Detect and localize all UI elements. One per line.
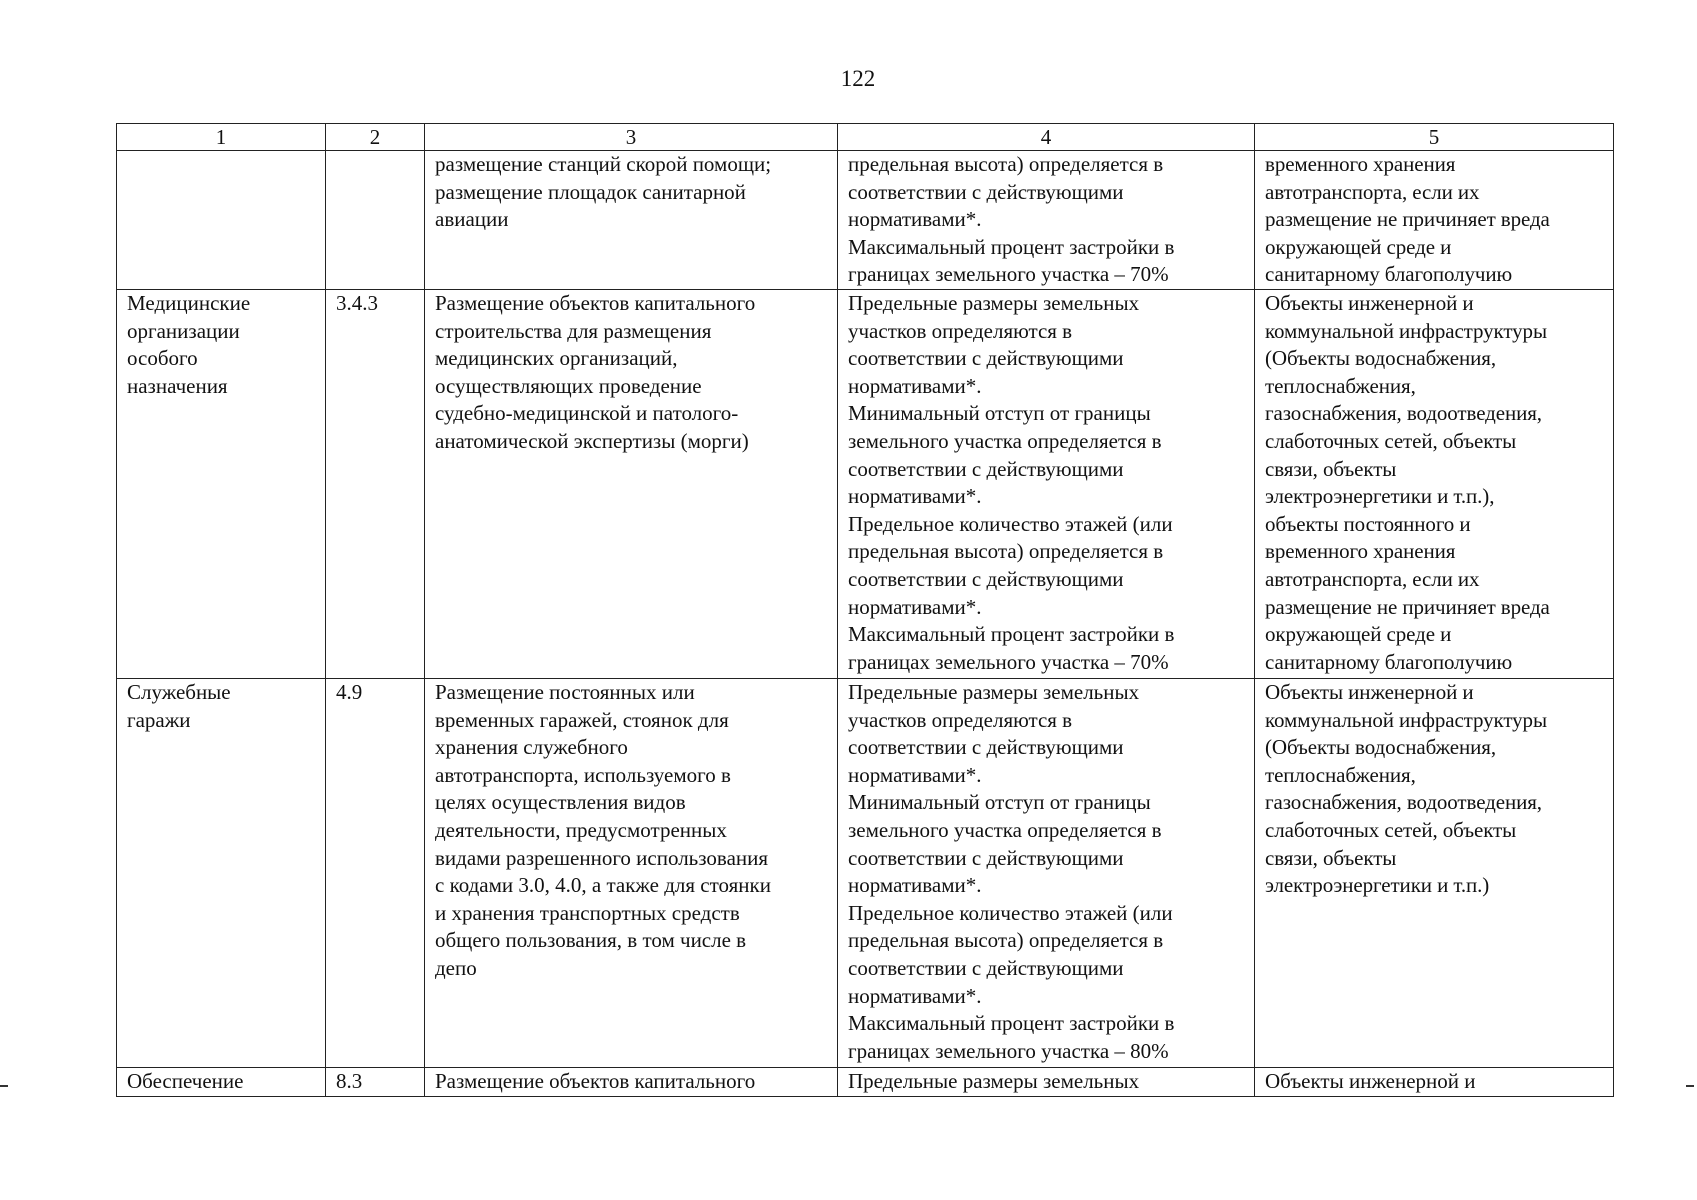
text-line: Предельное количество этажей (или [848, 511, 1173, 536]
use-name-cell [117, 679, 326, 1068]
text-line: соответствии с действующими [848, 845, 1124, 870]
text-line: особого [127, 346, 198, 371]
text-line: соответствии с действующими [848, 346, 1124, 371]
text-line: медицинских организаций, [435, 346, 678, 371]
text-line: размещение станций скорой помощи; [435, 152, 772, 176]
text-line: временного хранения [1265, 152, 1456, 176]
description-cell [425, 1068, 838, 1097]
text-line: Минимальный отступ от границы [848, 790, 1151, 815]
text-line: гаражи [127, 707, 191, 732]
code-cell: 4.9 [326, 679, 425, 1068]
text-line: строительства для размещения [435, 318, 712, 343]
text-line: объекты постоянного и [1265, 511, 1471, 536]
text-line: Размещение объектов капитального [435, 1069, 756, 1093]
text-line: размещение не причиняет вреда [1265, 207, 1550, 232]
text-line: санитарному благополучию [1265, 649, 1513, 674]
text-line: Размещение объектов капитального [435, 291, 756, 315]
text-line: деятельности, предусмотренных [435, 817, 727, 842]
text-line: Предельные размеры земельных [848, 680, 1140, 704]
left-scan-mark [0, 1085, 8, 1087]
header-cell: 5 [1255, 124, 1614, 151]
text-line: назначения [127, 373, 228, 398]
text-line: судебно-медицинской и патолого- [435, 401, 739, 426]
text-line: предельная высота) определяется в [848, 928, 1164, 953]
text-line: временных гаражей, стоянок для [435, 707, 729, 732]
text-line: Предельные размеры земельных [848, 291, 1140, 315]
text-line: Объекты инженерной и [1265, 680, 1474, 704]
text-line: Максимальный процент застройки в [848, 622, 1175, 647]
text-line: организации [127, 318, 240, 343]
text-line: Объекты инженерной и [1265, 291, 1474, 315]
parameters-cell [838, 679, 1255, 1068]
header-cell: 4 [838, 124, 1255, 151]
text-line: нормативами*. [848, 484, 982, 509]
table-header-row [117, 124, 1614, 151]
text-line: и хранения транспортных средств [435, 900, 740, 925]
text-line: нормативами*. [848, 983, 982, 1008]
auxiliary-uses-cell [1255, 290, 1614, 679]
text-line: связи, объекты [1265, 845, 1397, 870]
text-line: депо [435, 955, 477, 980]
text-line: коммунальной инфраструктуры [1265, 707, 1547, 732]
text-line: автотранспорта, если их [1265, 566, 1480, 591]
text-line: автотранспорта, используемого в [435, 762, 731, 787]
description-cell [425, 290, 838, 679]
text-line: общего пользования, в том числе в [435, 928, 747, 953]
text-line: авиации [435, 207, 509, 232]
table-row [117, 1068, 1614, 1097]
text-line: земельного участка определяется в [848, 428, 1162, 453]
text-line: слаботочных сетей, объекты [1265, 428, 1517, 453]
text-line: Объекты инженерной и [1265, 1069, 1476, 1093]
table-row [117, 290, 1614, 679]
code-cell: 3.4.3 [326, 290, 425, 679]
text-line: соответствии с действующими [848, 456, 1124, 481]
text-line: нормативами*. [848, 594, 982, 619]
code-cell: 8.3 [326, 1068, 425, 1097]
auxiliary-uses-cell [1255, 1068, 1614, 1097]
text-line: окружающей среде и [1265, 234, 1452, 259]
use-name-cell [117, 151, 326, 290]
text-line: слаботочных сетей, объекты [1265, 817, 1517, 842]
text-line: соответствии с действующими [848, 179, 1124, 204]
text-line: соответствии с действующими [848, 566, 1124, 591]
parameters-cell [838, 290, 1255, 679]
text-line: земельного участка определяется в [848, 817, 1162, 842]
header-cell: 3 [425, 124, 838, 151]
text-line: с кодами 3.0, 4.0, а также для стоянки [435, 873, 771, 898]
text-line: анатомической экспертизы (морги) [435, 428, 749, 453]
text-line: Минимальный отступ от границы [848, 401, 1151, 426]
code-cell [326, 151, 425, 290]
text-line: границах земельного участка – 70% [848, 262, 1169, 287]
text-line: Предельное количество этажей (или [848, 900, 1173, 925]
parameters-cell [838, 1068, 1255, 1097]
text-line: теплоснабжения, [1265, 373, 1416, 398]
text-line: окружающей среде и [1265, 622, 1452, 647]
text-line: связи, объекты [1265, 456, 1397, 481]
page-number: 122 [840, 66, 876, 91]
header-cell: 2 [326, 124, 425, 151]
text-line: нормативами*. [848, 373, 982, 398]
text-line: размещение не причиняет вреда [1265, 594, 1550, 619]
auxiliary-uses-cell [1255, 151, 1614, 290]
use-name-cell [117, 1068, 326, 1097]
text-line: хранения служебного [435, 735, 628, 760]
text-line: (Объекты водоснабжения, [1265, 346, 1497, 371]
text-line: Размещение постоянных или [435, 680, 695, 704]
text-line: границах земельного участка – 80% [848, 1038, 1169, 1063]
text-line: Служебные [127, 680, 231, 704]
text-line: осуществляющих проведение [435, 373, 702, 398]
auxiliary-uses-cell [1255, 679, 1614, 1068]
text-line: газоснабжения, водоотведения, [1265, 401, 1542, 426]
land-use-table [116, 123, 1614, 1097]
text-line: участков определяются в [848, 318, 1073, 343]
header-cell: 1 [117, 124, 326, 151]
text-line: предельная высота) определяется в [848, 539, 1164, 564]
description-cell [425, 151, 838, 290]
text-line: Максимальный процент застройки в [848, 234, 1175, 259]
text-line: коммунальной инфраструктуры [1265, 318, 1547, 343]
table-row [117, 151, 1614, 290]
text-line: нормативами*. [848, 207, 982, 232]
text-line: (Объекты водоснабжения, [1265, 735, 1497, 760]
parameters-cell [838, 151, 1255, 290]
text-line: теплоснабжения, [1265, 762, 1416, 787]
text-line: участков определяются в [848, 707, 1073, 732]
text-line: размещение площадок санитарной [435, 179, 746, 204]
text-line: Обеспечение [127, 1069, 244, 1093]
text-line: нормативами*. [848, 873, 982, 898]
text-line: Медицинские [127, 291, 251, 315]
text-line: предельная высота) определяется в [848, 152, 1164, 176]
text-line: видами разрешенного использования [435, 845, 769, 870]
text-line: границах земельного участка – 70% [848, 649, 1169, 674]
text-line: Максимальный процент застройки в [848, 1011, 1175, 1036]
text-line: электроэнергетики и т.п.) [1265, 873, 1490, 898]
table-row [117, 679, 1614, 1068]
text-line: соответствии с действующими [848, 735, 1124, 760]
text-line: санитарному благополучию [1265, 262, 1513, 287]
text-line: целях осуществления видов [435, 790, 686, 815]
text-line: Предельные размеры земельных [848, 1069, 1140, 1093]
text-line: автотранспорта, если их [1265, 179, 1480, 204]
use-name-cell [117, 290, 326, 679]
description-cell [425, 679, 838, 1068]
text-line: временного хранения [1265, 539, 1456, 564]
text-line: нормативами*. [848, 762, 982, 787]
text-line: соответствии с действующими [848, 955, 1124, 980]
text-line: электроэнергетики и т.п.), [1265, 484, 1495, 509]
right-scan-mark [1686, 1085, 1694, 1087]
text-line: газоснабжения, водоотведения, [1265, 790, 1542, 815]
